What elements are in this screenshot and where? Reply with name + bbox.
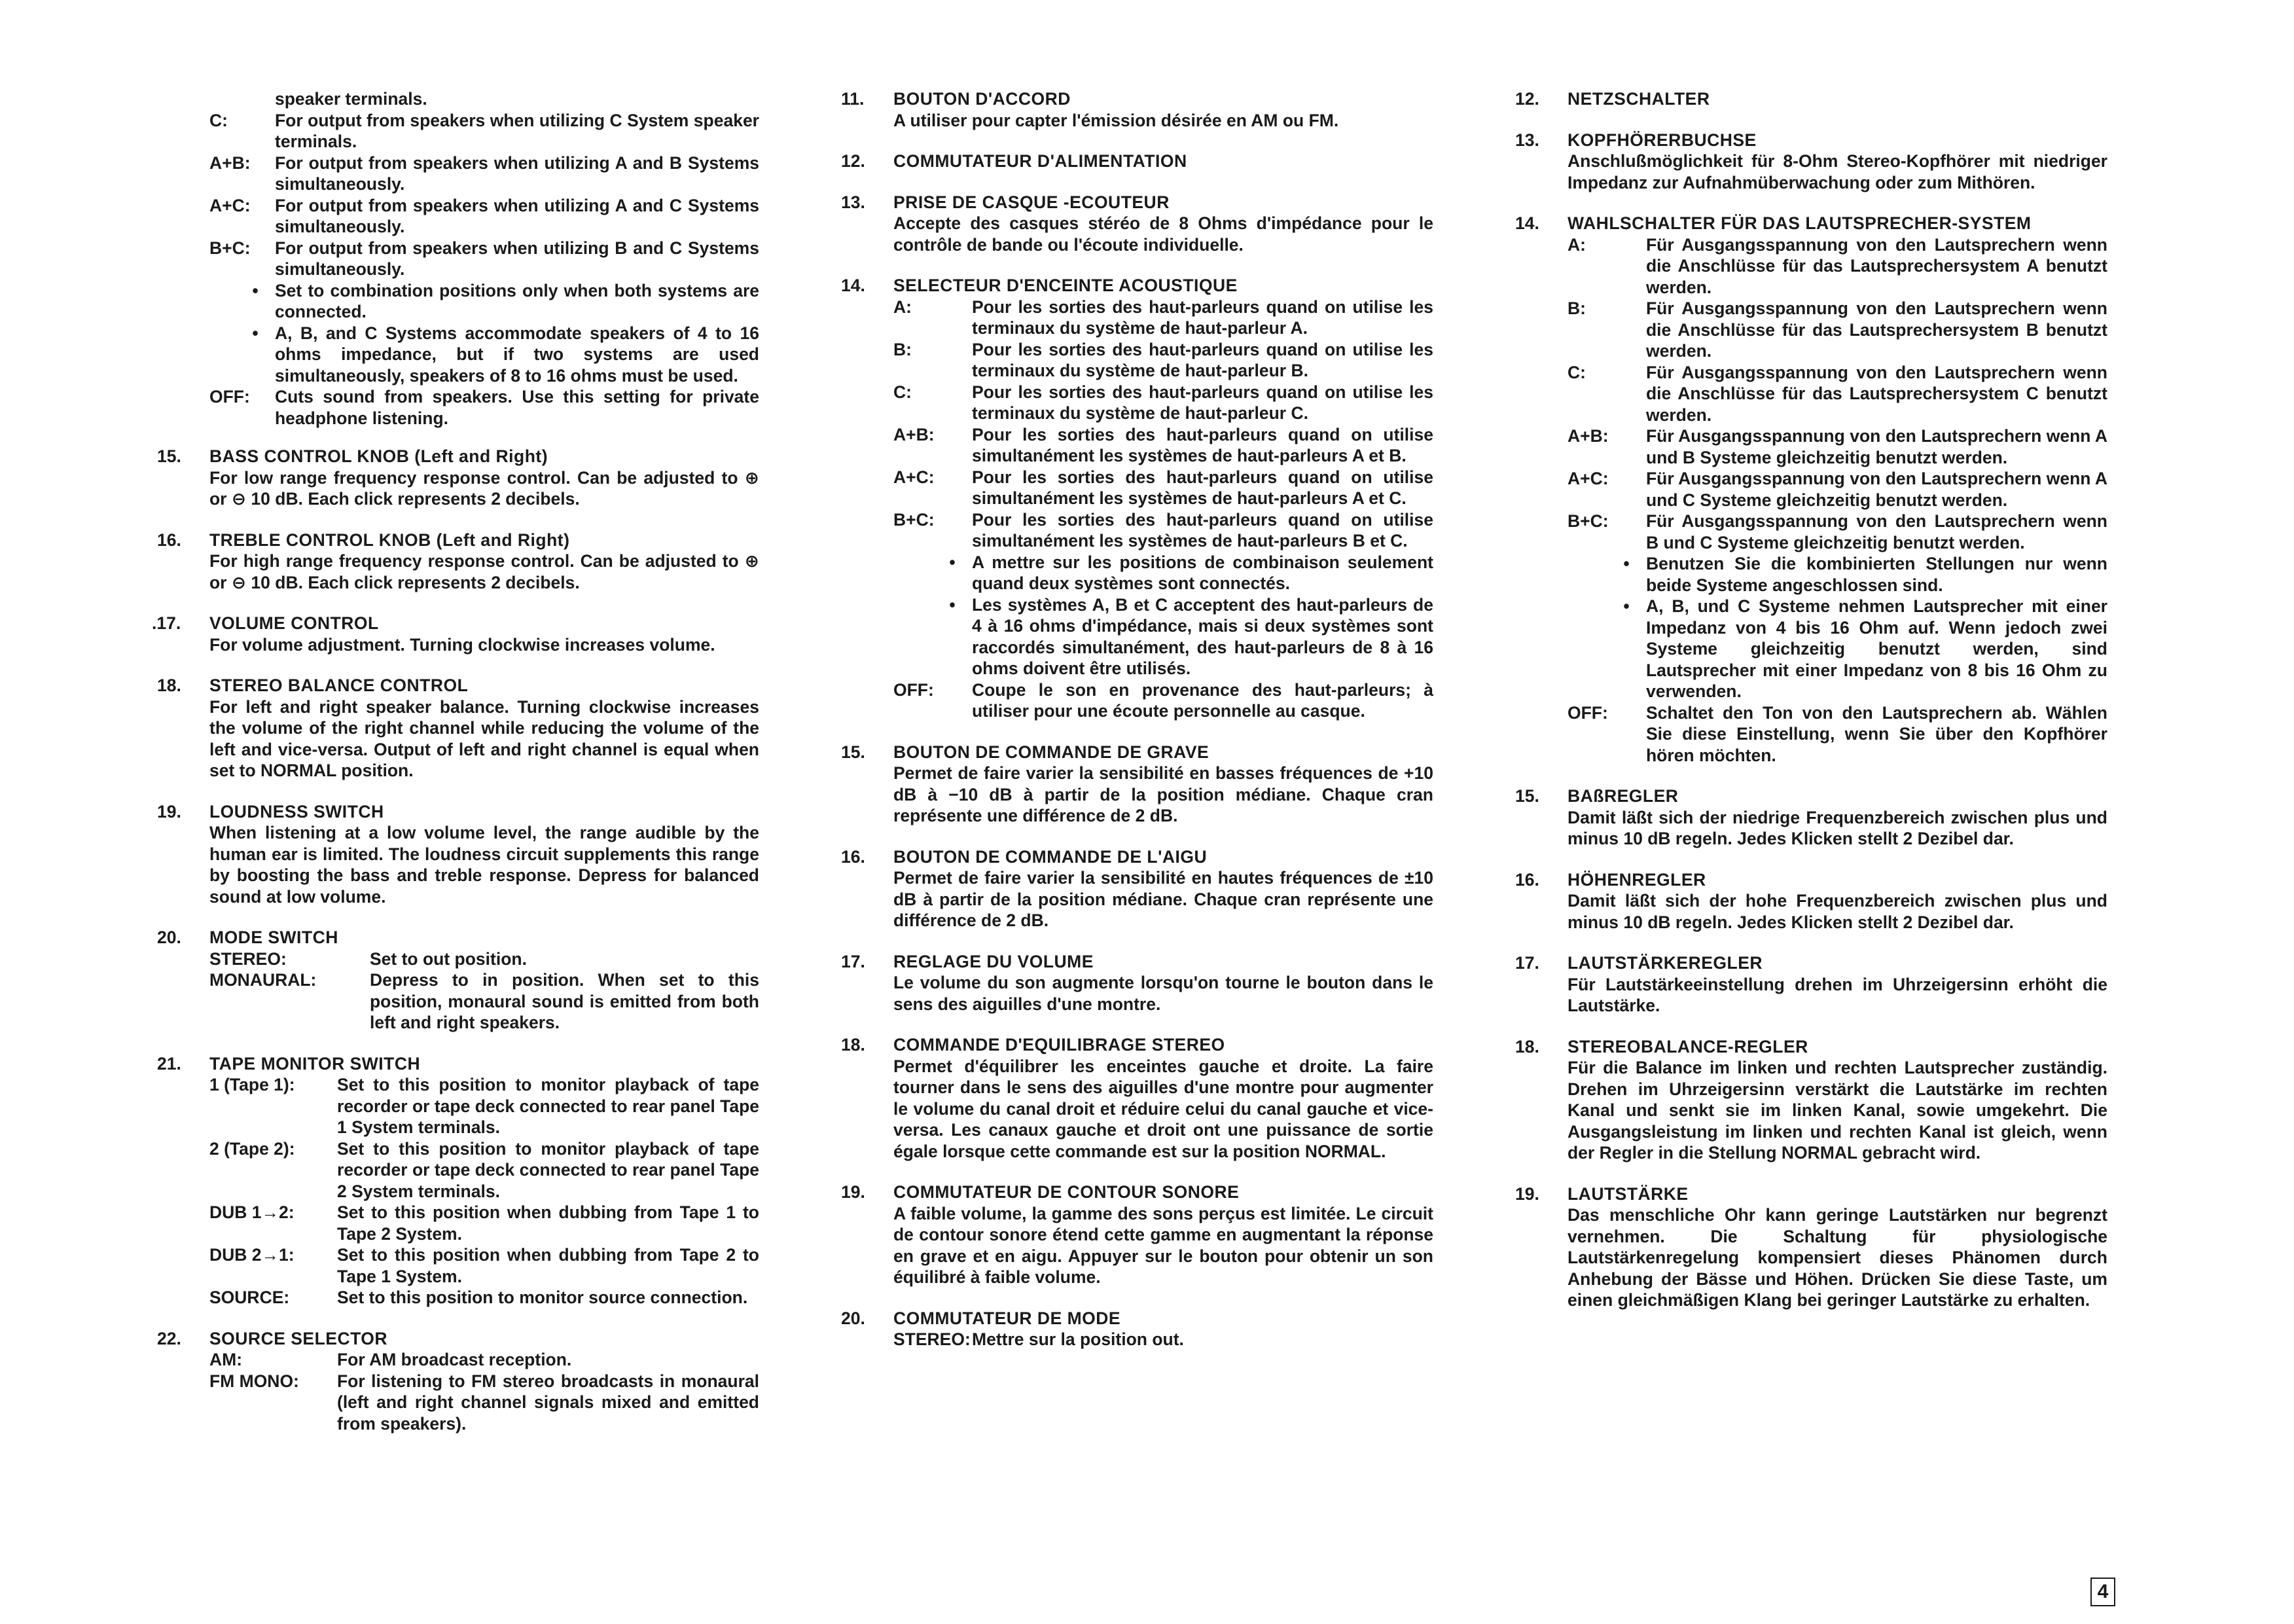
section-commande-grave [841, 742, 1433, 827]
option-item [209, 969, 759, 1034]
section-title: REGLAGE DU VOLUME [893, 951, 1094, 971]
item-label: 2 (Tape 2): [209, 1138, 295, 1159]
section-text: Damit läßt sich der hohe Frequenzbereich zwischen plus und minus 10 dB regeln. Jedes Klicken stellt 2 Dezibel dar. [1568, 891, 2107, 932]
section-text: Für die Balance im linken und rechten Lautsprecher zuständig. Drehen im Uhrzeigersinn verstärkt die Lautstärke im rechten Kanal und senkt sie im linken Kanal, sowie umgekehrt. Die Ausgangsleistung im linken und rechten Kanal ist gleich, wenn der Regler in die Stellung NORMAL gebracht wird. [1568, 1058, 2107, 1163]
item-label: SOURCE: [209, 1288, 290, 1307]
speaker-item [893, 297, 1433, 339]
section-text: When listening at a low volume level, the range audible by the human ear is limited. The loudness circuit supplements this range by boosting the bass and treble response. Depress for balanced sound at low volume. [209, 823, 759, 907]
item-text: Für Ausgangsspannung von den Lautsprechern wenn die Anschlüsse für das Lautsprechersystem A benutzt werden. [1646, 234, 2107, 297]
bullet-text: A mettre sur les positions de combinaison seulement quand deux systèmes sont connectés. [972, 552, 1433, 593]
section-title: TREBLE CONTROL KNOB (Left and Right) [209, 530, 570, 550]
section-number: 14. [841, 276, 865, 295]
speaker-bullet [893, 552, 1433, 594]
section-number: 19. [1515, 1183, 1539, 1204]
speaker-bullet [1568, 553, 2107, 596]
speaker-item-off [1568, 702, 2107, 767]
section-text: Le volume du son augmente lorsqu'on tourne le bouton dans le sens des aiguilles d'une montre. [893, 973, 1433, 1014]
speaker-item [1568, 234, 2107, 298]
item-label: B+C: [893, 509, 935, 530]
item-text: Pour les sorties des haut-parleurs quand on utilise simultanément les systèmes de haut-parleurs B et C. [972, 509, 1433, 550]
option-item [209, 1287, 759, 1308]
section-kopfhoererbuchse [1515, 130, 2107, 194]
item-text: Pour les sorties des haut-parleurs quand on utilise simultanément les systèmes de haut-parleurs A et B. [972, 424, 1433, 465]
speaker-item [1568, 298, 2107, 362]
section-netzschalter [1515, 88, 2107, 110]
section-commutateur-mode [841, 1308, 1433, 1350]
section-contour-sonore [841, 1182, 1433, 1288]
section-number: 14. [1515, 213, 1539, 233]
section-commande-aigu [841, 846, 1433, 931]
speaker-item [1568, 511, 2107, 553]
section-reglage-volume [841, 951, 1433, 1015]
option-item [209, 1349, 759, 1371]
item-label: OFF: [893, 679, 934, 700]
section-tape-monitor [157, 1053, 759, 1308]
section-title: BASS CONTROL KNOB (Left and Right) [209, 446, 548, 466]
item-text: Set to this position to monitor source connection. [337, 1288, 748, 1307]
section-title: NETZSCHALTER [1568, 89, 1710, 109]
section-text: For low range frequency response control. Can be adjusted to ⊕ or ⊖ 10 dB. Each click represents 2 decibels. [209, 467, 759, 509]
section-commutateur-alimentation [841, 151, 1433, 172]
section-number: 15. [157, 446, 181, 466]
speaker-item [893, 382, 1433, 424]
item-label: OFF: [209, 387, 250, 406]
section-text: For left and right speaker balance. Turning clockwise increases the volume of the right channel while reducing the volume of the left and vice-versa. Output of left and right channel is equal when set to NORMAL position. [209, 696, 759, 780]
section-text: Permet de faire varier la sensibilité en basses fréquences de +10 dB à −10 dB à partir de la position médiane. Chaque cran représente une différence de 2 dB. [893, 763, 1433, 825]
bullet-text: Set to combination positions only when both systems are connected. [275, 280, 759, 321]
section-lautstaerkeregler [1515, 952, 2107, 1017]
section-selecteur-enceinte [841, 275, 1433, 722]
speaker-item [893, 424, 1433, 467]
item-text: Set to this position when dubbing from Tape 1 to Tape 2 System. [337, 1202, 759, 1244]
item-label: DUB 1→2: [209, 1202, 295, 1222]
item-text: Für Ausgangsspannung von den Lautsprechern wenn B und C Systeme gleichzeitig benutzt werden. [1646, 511, 2107, 552]
speaker-item [893, 509, 1433, 552]
section-title: MODE SWITCH [209, 928, 338, 947]
item-label: A+B: [893, 424, 935, 444]
option-item [209, 1138, 759, 1202]
section-number: 19. [841, 1182, 865, 1202]
section-number: 13. [841, 192, 865, 212]
option-item [209, 1244, 759, 1287]
item-text: Depress to in position. When set to this position, monaural sound is emitted from both left and right speakers. [370, 970, 759, 1032]
item-label: B: [1568, 298, 1586, 318]
section-title: COMMUTATEUR D'ALIMENTATION [893, 151, 1187, 171]
section-title: LAUTSTÄRKE [1568, 1183, 1689, 1204]
section-title: LAUTSTÄRKEREGLER [1568, 953, 1763, 973]
item-label: C: [893, 382, 912, 402]
section-number: 12. [841, 151, 865, 171]
section-treble-control [157, 530, 759, 594]
section-title: TAPE MONITOR SWITCH [209, 1053, 421, 1074]
section-title: BOUTON DE COMMANDE DE GRAVE [893, 742, 1210, 762]
german-column [1515, 88, 2107, 1331]
item-label: STEREO: [893, 1329, 971, 1349]
speaker-bullet [893, 594, 1433, 679]
section-title: SELECTEUR D'ENCEINTE ACOUSTIQUE [893, 276, 1238, 295]
item-text: For output from speakers when utilizing B and C Systems simultaneously. [275, 238, 759, 279]
item-label: A+C: [209, 195, 251, 215]
item-text: Cuts sound from speakers. Use this setting for private headphone listening. [275, 387, 759, 428]
section-number: 19. [157, 801, 181, 821]
section-text: Für Lautstärkeeinstellung drehen im Uhrzeigersinn erhöht die Lautstärke. [1568, 974, 2107, 1015]
section-number: 22. [157, 1328, 181, 1348]
bullet-icon: • [949, 552, 956, 572]
item-label: A: [1568, 234, 1586, 255]
section-bass-control [157, 446, 759, 510]
section-text: A faible volume, la gamme des sons perçus est limitée. Le circuit de contour sonore étend cette gamme en augmentant la réponse en grave et en aigu. Appuyer sur le bouton pour obtenir un son équilibré à faible volume. [893, 1203, 1433, 1287]
item-text: For output from speakers when utilizing C System speaker terminals. [275, 110, 759, 151]
item-label: DUB 2→1: [209, 1245, 295, 1265]
section-loudness-switch [157, 801, 759, 908]
section-text: For high range frequency response control. Can be adjusted to ⊕ or ⊖ 10 dB. Each click represents 2 decibels. [209, 551, 759, 592]
item-label: A+B: [209, 153, 251, 173]
item-text: Für Ausgangsspannung von den Lautsprechern wenn die Anschlüsse für das Lautsprechersystem B benutzt werden. [1646, 298, 2107, 361]
item-label: A: [893, 297, 912, 317]
section-number: 17. [1515, 953, 1539, 973]
speaker-item [1568, 425, 2107, 468]
continuation-text: speaker terminals. [275, 89, 427, 109]
item-text: Set to out position. [370, 948, 527, 969]
section-title: LOUDNESS SWITCH [209, 801, 384, 821]
item-label: MONAURAL: [209, 970, 317, 990]
section-number: 16. [157, 530, 181, 550]
section-number: .17. [152, 613, 181, 633]
bullet-icon: • [1623, 554, 1630, 573]
speaker-selector-continuation [157, 88, 759, 429]
item-text: For output from speakers when utilizing A and B Systems simultaneously. [275, 153, 759, 194]
speaker-item [893, 339, 1433, 382]
section-title: SOURCE SELECTOR [209, 1328, 388, 1348]
item-label: A+C: [1568, 469, 1609, 488]
section-title: BOUTON DE COMMANDE DE L'AIGU [893, 846, 1208, 867]
speaker-item [209, 238, 759, 280]
speaker-item [209, 110, 759, 153]
item-text: Mettre sur la position out. [972, 1329, 1184, 1349]
section-equilibrage-stereo [841, 1034, 1433, 1162]
section-title: WAHLSCHALTER FÜR DAS LAUTSPRECHER-SYSTEM [1568, 213, 2032, 233]
section-number: 16. [1515, 869, 1539, 890]
section-title: HÖHENREGLER [1568, 869, 1706, 890]
section-title: COMMUTATEUR DE MODE [893, 1308, 1121, 1328]
section-number: 17. [841, 951, 865, 971]
section-number: 20. [157, 928, 181, 947]
option-item [209, 1371, 759, 1435]
option-item [893, 1329, 1433, 1350]
item-label: 1 (Tape 1): [209, 1075, 295, 1094]
bullet-icon: • [949, 594, 956, 615]
speaker-item [893, 467, 1433, 509]
section-text: Permet de faire varier la sensibilité en hautes fréquences de ±10 dB à partir de la position médiane. Chaque cran représente une différence de 2 dB. [893, 868, 1433, 930]
item-text: Pour les sorties des haut-parleurs quand on utilise les terminaux du système de haut-parleur A. [972, 297, 1433, 338]
bullet-text: A, B, and C Systems accommodate speakers of 4 to 16 ohms impedance, but if two systems are used simultaneously, speakers of 8 to 16 ohms must be used. [275, 323, 759, 386]
section-prise-casque [841, 192, 1433, 256]
bullet-text: Les systèmes A, B et C acceptent des haut-parleurs de 4 à 16 ohms d'impédance, mais si deux systèmes sont raccordés simultanément, des haut-parleurs de 8 à 16 ohms doivent être utilisés. [972, 594, 1433, 678]
section-number: 20. [841, 1308, 865, 1328]
section-number: 11. [841, 89, 865, 109]
section-title: PRISE DE CASQUE -ECOUTEUR [893, 192, 1170, 212]
item-text: Schaltet den Ton von den Lautsprechern ab. Wählen Sie diese Einstellung, wenn Sie über den Kopfhörer hören möchten. [1646, 702, 2107, 765]
bullet-icon: • [252, 323, 259, 343]
item-label: A+C: [893, 467, 935, 487]
item-text: Für Ausgangsspannung von den Lautsprechern wenn A und C Systeme gleichzeitig benutzt werden. [1646, 469, 2107, 510]
item-text: Set to this position when dubbing from Tape 2 to Tape 1 System. [337, 1245, 759, 1286]
option-item [209, 1202, 759, 1244]
speaker-item [1568, 362, 2107, 426]
item-label: B: [893, 339, 912, 359]
section-stereobalance-regler [1515, 1036, 2107, 1164]
item-label: C: [1568, 362, 1586, 382]
section-lautsprecher-wahlschalter [1515, 213, 2107, 766]
section-text: For volume adjustment. Turning clockwise increases volume. [209, 634, 715, 655]
item-text: Pour les sorties des haut-parleurs quand on utilise les terminaux du système de haut-parleur B. [972, 339, 1433, 380]
section-title: BAßREGLER [1568, 786, 1679, 806]
page-number: 4 [2090, 1578, 2115, 1606]
english-column [152, 88, 759, 1454]
section-source-selector [157, 1328, 759, 1435]
item-text: For AM broadcast reception. [337, 1350, 572, 1369]
section-number: 15. [841, 742, 865, 762]
item-text: Pour les sorties des haut-parleurs quand on utilise simultanément les systèmes de haut-parleurs A et C. [972, 467, 1433, 508]
item-label: STEREO: [209, 948, 287, 969]
section-title: STEREO BALANCE CONTROL [209, 676, 469, 695]
section-text: Damit läßt sich der niedrige Frequenzbereich zwischen plus und minus 10 dB regeln. Jedes Klicken stellt 2 Dezibel dar. [1568, 807, 2107, 848]
section-number: 18. [1515, 1036, 1539, 1056]
section-number: 18. [841, 1035, 865, 1055]
section-bouton-accord [841, 88, 1433, 131]
section-mode-switch [157, 927, 759, 1034]
section-volume-control [152, 613, 759, 655]
item-text: For output from speakers when utilizing A and C Systems simultaneously. [275, 195, 759, 236]
item-label: FM MONO: [209, 1371, 299, 1391]
section-title: STEREOBALANCE-REGLER [1568, 1036, 1808, 1056]
item-label: A+B: [1568, 426, 1609, 446]
section-title: VOLUME CONTROL [209, 613, 379, 633]
section-title: KOPFHÖRERBUCHSE [1568, 130, 1757, 150]
item-label: OFF: [1568, 702, 1608, 723]
speaker-item [209, 195, 759, 238]
item-label: AM: [209, 1350, 243, 1369]
section-number: 15. [1515, 786, 1539, 806]
section-text: Anschlußmöglichkeit für 8-Ohm Stereo-Kopfhörer mit niedriger Impedanz zur Aufnahmüberwachung oder zum Mithören. [1568, 151, 2107, 192]
section-number: 16. [841, 846, 865, 867]
item-text: Für Ausgangsspannung von den Lautsprechern wenn die Anschlüsse für das Lautsprechersystem C benutzt werden. [1646, 362, 2107, 425]
section-text: Permet d'équilibrer les enceintes gauche et droite. La faire tourner dans le sens des aiguilles d'une montre pour augmenter le volume du canal droit et réduire celui du canal gauche et vice-versa. Les canaux gauche et droit ont une puissance de sortie égale lorsque cette commande est sur la position NORMAL. [893, 1056, 1433, 1161]
bullet-icon: • [252, 280, 259, 300]
section-number: 18. [157, 676, 181, 695]
speaker-item-off [209, 386, 759, 429]
section-hoehenregler [1515, 869, 2107, 933]
section-title: COMMUTATEUR DE CONTOUR SONORE [893, 1182, 1240, 1202]
section-lautstaerke [1515, 1183, 2107, 1311]
bullet-icon: • [1623, 596, 1630, 616]
option-item [209, 948, 759, 970]
speaker-item [1568, 468, 2107, 511]
section-stereo-balance [157, 675, 759, 782]
item-text: Set to this position to monitor playback of tape recorder or tape deck connected to rear panel Tape 2 System terminals. [337, 1138, 759, 1201]
item-text: Coupe le son en provenance des haut-parleurs; à utiliser pour une écoute personnelle au casque. [972, 679, 1433, 721]
item-label: B+C: [209, 238, 251, 258]
section-text: Das menschliche Ohr kann geringe Lautstärken nur begrenzt vernehmen. Die Schaltung für physiologische Lautstärkenregelung kompensiert dieses Phänomen durch Anhebung der Bässe und Höhen. Drücken Sie diese Taste, um einen gleichmäßigen Klang bei geringer Lautstärke zu erhalten. [1568, 1205, 2107, 1310]
section-bassregler [1515, 785, 2107, 850]
section-number: 13. [1515, 130, 1539, 150]
speaker-item [209, 153, 759, 195]
speaker-bullet [1568, 596, 2107, 702]
section-number: 21. [157, 1053, 181, 1074]
option-item [209, 1074, 759, 1138]
section-text: A utiliser pour capter l'émission désirée en AM ou FM. [893, 110, 1339, 130]
speaker-bullet [209, 323, 759, 387]
bullet-text: A, B, und C Systeme nehmen Lautsprecher mit einer Impedanz von 4 bis 16 Ohm auf. Wenn jedoch zwei Systeme gleichzeitig benutzt werden, sind Lautsprecher mit einer Impedanz von 8 bis 16 Ohm zu verwenden. [1646, 596, 2107, 701]
speaker-bullet [209, 280, 759, 323]
french-column [841, 88, 1433, 1370]
item-label: B+C: [1568, 511, 1609, 531]
item-text: For listening to FM stereo broadcasts in monaural (left and right channel signals mixed and emitted from speakers). [337, 1371, 759, 1434]
bullet-text: Benutzen Sie die kombinierten Stellungen nur wenn beide Systeme angeschlossen sind. [1646, 554, 2107, 595]
section-title: COMMANDE D'EQUILIBRAGE STEREO [893, 1035, 1225, 1055]
section-title: BOUTON D'ACCORD [893, 89, 1071, 109]
item-text: Set to this position to monitor playback of tape recorder or tape deck connected to rear panel Tape 1 System terminals. [337, 1075, 759, 1137]
item-text: Für Ausgangsspannung von den Lautsprechern wenn A und B Systeme gleichzeitig benutzt werden. [1646, 426, 2107, 467]
section-text: Accepte des casques stéréo de 8 Ohms d'impédance pour le contrôle de bande ou l'écoute individuelle. [893, 213, 1433, 255]
item-label: C: [209, 110, 228, 130]
item-text: Pour les sorties des haut-parleurs quand on utilise les terminaux du système de haut-parleur C. [972, 382, 1433, 423]
speaker-item-off [893, 679, 1433, 722]
section-number: 12. [1515, 89, 1539, 109]
